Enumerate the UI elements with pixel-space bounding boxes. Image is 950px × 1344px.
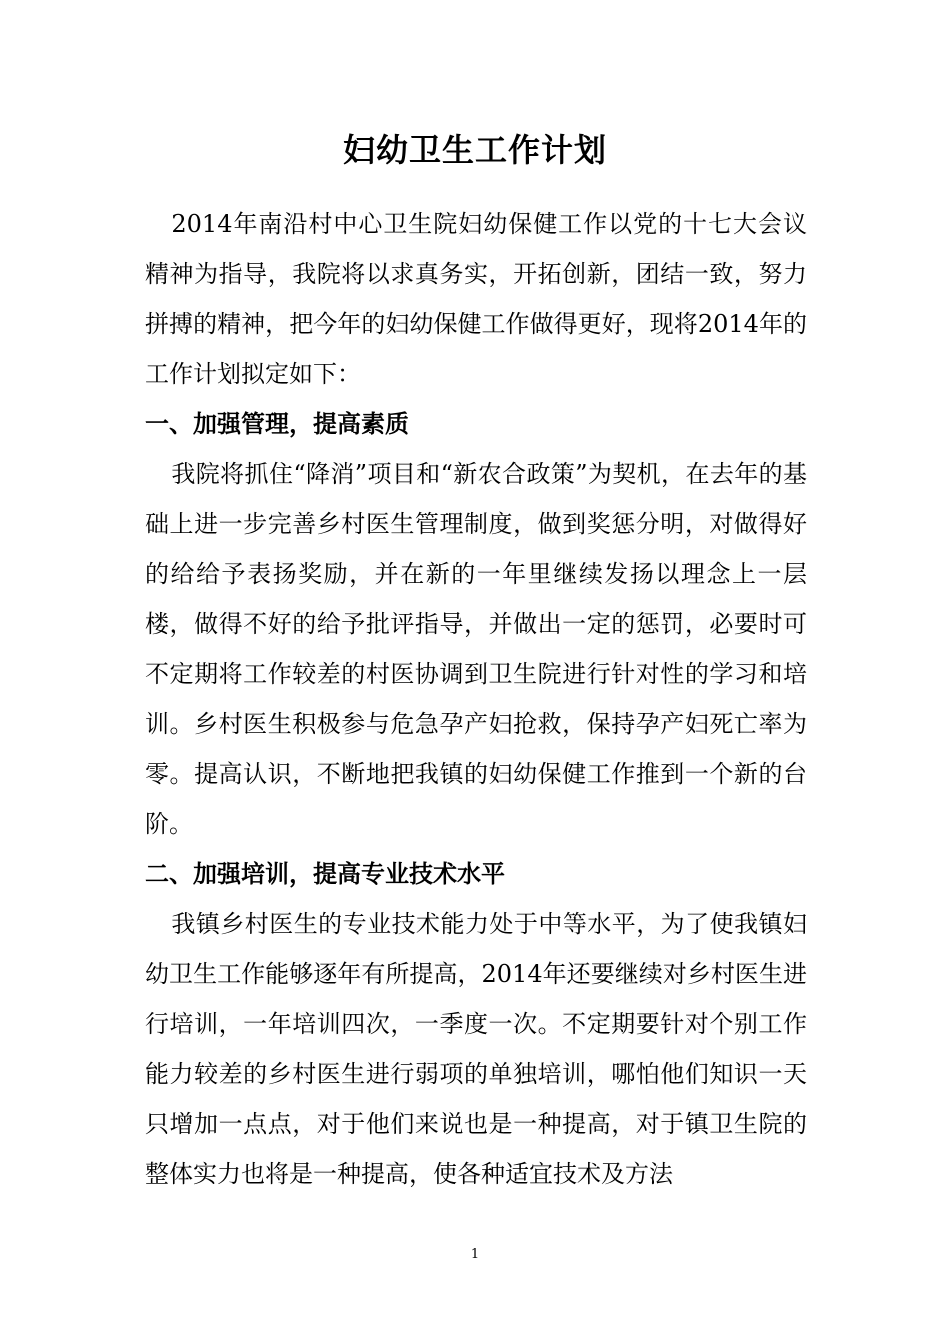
section-heading-training: 二、加强培训，提高专业技术水平 bbox=[145, 859, 505, 888]
document-title: 妇幼卫生工作计划 bbox=[342, 131, 607, 169]
section-paragraph-training: 我镇乡村医生的专业技术能力处于中等水平，为了使我镇妇幼卫生工作能够逐年有所提高，2014年还要继续对乡村医生进行培训，一年培训四次，一季度一次。不定期要针对个别工作能力较差的乡村医生进行弱项的单独培训，哪怕他们知识一天只增加一点点，对于他们来说也是一种提高，对于镇卫生院的整体实力也将是一种提高，使各种适宜技术及方法 bbox=[145, 910, 807, 1188]
page-number: 1 bbox=[470, 1247, 480, 1262]
intro-paragraph: 2014年南沿村中心卫生院妇幼保健工作以党的十七大会议精神为指导，我院将以求真务实，开拓创新，团结一致，努力拼搏的精神，把今年的妇幼保健工作做得更好，现将2014年的工作计划拟定如下： bbox=[145, 210, 807, 388]
section-heading-management: 一、加强管理，提高素质 bbox=[145, 409, 409, 438]
section-paragraph-management: 我院将抓住“降消”项目和“新农合政策”为契机，在去年的基础上进一步完善乡村医生管理制度，做到奖惩分明，对做得好的给给予表扬奖励，并在新的一年里继续发扬以理念上一层楼，做得不好的给予批评指导，并做出一定的惩罚，必要时可不定期将工作较差的村医协调到卫生院进行针对性的学习和培训。乡村医生积极参与危急孕产妇抢救，保持孕产妇死亡率为零。提高认识，不断地把我镇的妇幼保健工作推到一个新的台阶。 bbox=[145, 460, 807, 838]
